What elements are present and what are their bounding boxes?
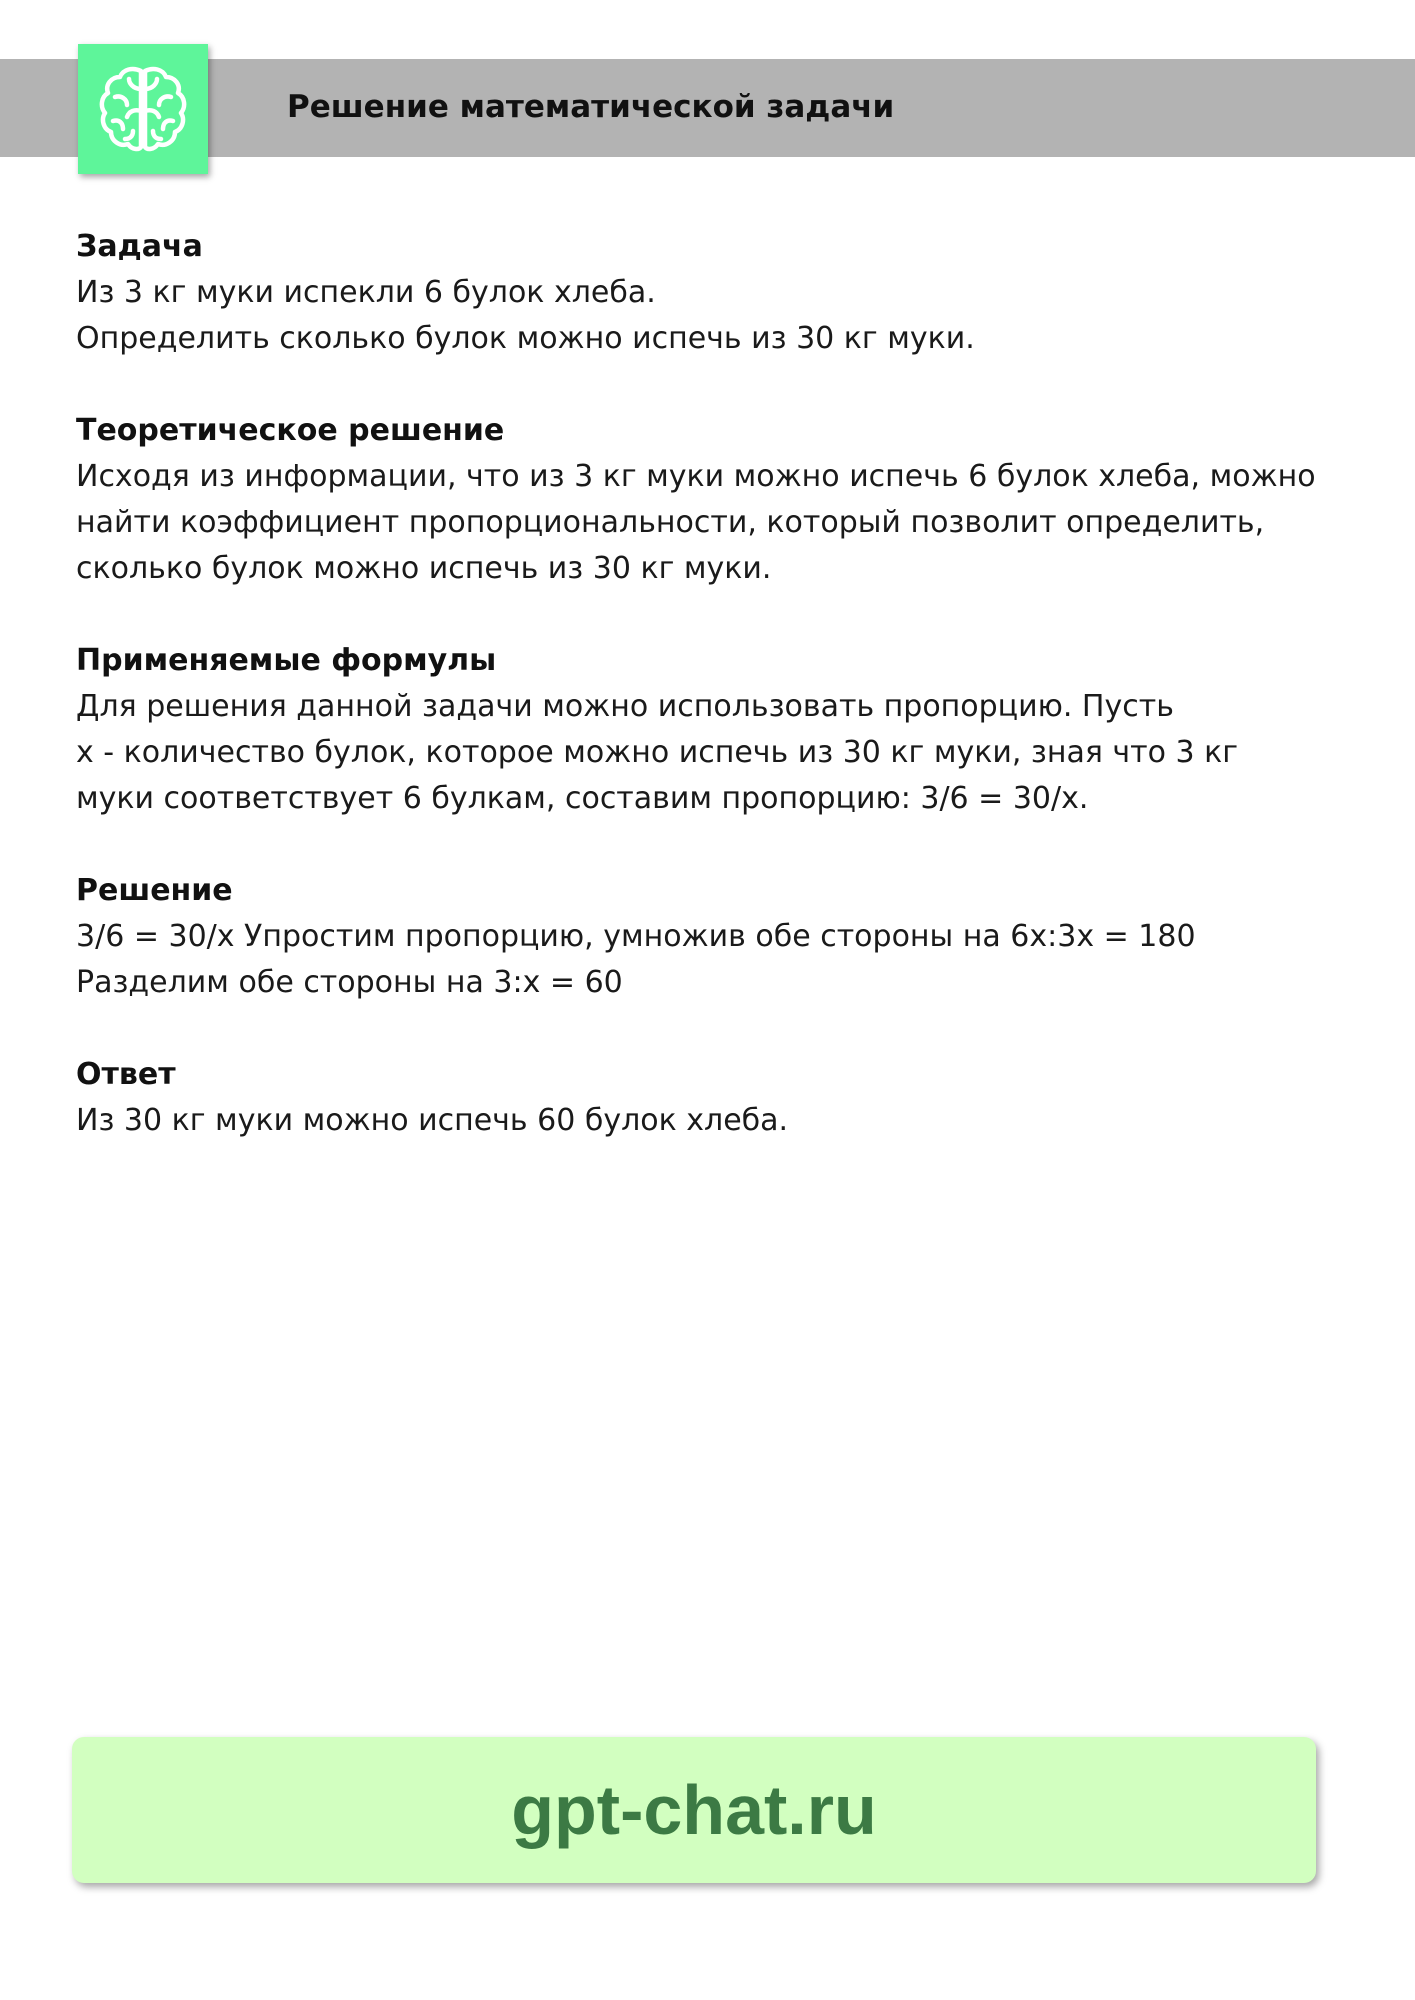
- section-text-line: Исходя из информации, что из 3 кг муки можно испечь 6 булок хлеба, можно: [76, 459, 1316, 494]
- section-text-line: Из 3 кг муки испекли 6 булок хлеба.: [76, 275, 656, 310]
- page-title: Решение математической задачи: [287, 89, 895, 125]
- section-formulas: [76, 638, 1346, 822]
- section-text-line: Определить сколько булок можно испечь из 30 кг муки.: [76, 321, 975, 356]
- section-task: [76, 224, 1346, 362]
- section-text-line: Из 30 кг муки можно испечь 60 булок хлеба.: [76, 1103, 789, 1138]
- section-heading: Задача: [76, 229, 203, 264]
- section-answer: [76, 1052, 1346, 1144]
- section-theory: [76, 408, 1346, 592]
- logo: [78, 44, 208, 174]
- section-text-line: сколько булок можно испечь из 30 кг муки.: [76, 551, 772, 586]
- section-heading: Теоретическое решение: [76, 413, 505, 448]
- section-text-line: 3/6 = 30/x Упростим пропорцию, умножив обе стороны на 6x:3x = 180: [76, 919, 1196, 954]
- section-text-line: x - количество булок, которое можно испечь из 30 кг муки, зная что 3 кг: [76, 735, 1239, 770]
- brain-icon: [93, 59, 193, 159]
- section-text-line: муки соответствует 6 булкам, составим пропорцию: 3/6 = 30/x.: [76, 781, 1089, 816]
- footer-site-link[interactable]: gpt-chat.ru: [511, 1771, 877, 1849]
- section-text-line: найти коэффициент пропорциональности, который позволит определить,: [76, 505, 1265, 540]
- section-heading: Применяемые формулы: [76, 643, 497, 678]
- document-body: [76, 224, 1346, 1190]
- section-solution: [76, 868, 1346, 1006]
- section-text-line: Для решения данной задачи можно использовать пропорцию. Пусть: [76, 689, 1174, 724]
- section-heading: Решение: [76, 873, 233, 908]
- section-heading: Ответ: [76, 1057, 176, 1092]
- section-text-line: Разделим обе стороны на 3:x = 60: [76, 965, 623, 1000]
- footer-banner: [72, 1737, 1316, 1883]
